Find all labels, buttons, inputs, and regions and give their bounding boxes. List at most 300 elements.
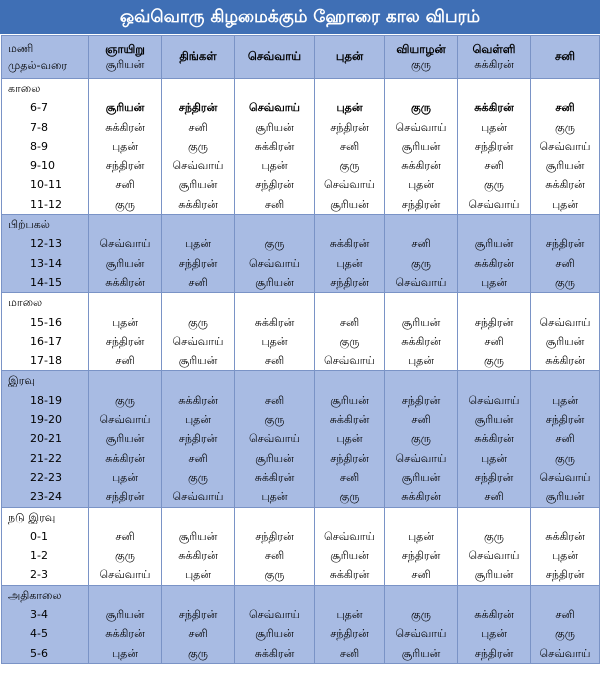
hora-planet: செவ்வாய் bbox=[324, 529, 375, 543]
cell-spacer bbox=[531, 79, 599, 98]
hora-planet: சுக்கிரன் bbox=[545, 354, 585, 368]
hora-planet: குரு bbox=[484, 178, 504, 192]
cell-spacer bbox=[385, 293, 457, 312]
hora-planet: சந்திரன் bbox=[474, 139, 514, 153]
day-column-cell bbox=[162, 507, 235, 585]
day-column-cell bbox=[315, 371, 385, 507]
day-column-cell bbox=[162, 293, 235, 371]
cell-spacer bbox=[162, 586, 234, 605]
time-column-cell bbox=[2, 585, 89, 663]
cell-spacer bbox=[162, 293, 234, 312]
period-label: இரவு bbox=[8, 374, 35, 388]
hora-planet: சுக்கிரன் bbox=[474, 608, 514, 622]
hora-planet: சூரியன் bbox=[545, 159, 585, 173]
cell-spacer bbox=[162, 508, 234, 527]
time-column-cell bbox=[2, 371, 89, 507]
day-header bbox=[235, 36, 315, 79]
day-column-cell bbox=[315, 293, 385, 371]
hora-planet: சந்திரன் bbox=[105, 159, 145, 173]
time-range: 8-9 bbox=[30, 139, 48, 153]
hora-planet: குரு bbox=[264, 568, 285, 582]
hora-planet: செவ்வாய் bbox=[539, 315, 591, 329]
day-column-cell bbox=[235, 79, 315, 215]
hora-planet: புதன் bbox=[551, 197, 579, 211]
hora-table bbox=[1, 35, 600, 664]
time-range: 6-7 bbox=[30, 101, 48, 115]
time-range: 23-24 bbox=[30, 490, 62, 504]
cell-spacer bbox=[385, 79, 457, 98]
cell-spacer bbox=[458, 508, 530, 527]
hora-planet: சனி bbox=[484, 334, 504, 348]
hora-planet: சுக்கிரன் bbox=[105, 275, 145, 289]
cell-spacer bbox=[531, 371, 599, 390]
hora-planet: சனி bbox=[188, 120, 208, 134]
cell-spacer bbox=[89, 293, 161, 312]
day-column-cell bbox=[235, 585, 315, 663]
hora-planet: சுக்கிரன் bbox=[105, 627, 145, 641]
cell-spacer bbox=[385, 215, 457, 234]
cell-spacer bbox=[458, 79, 530, 98]
hora-planet: சுக்கிரன் bbox=[178, 549, 218, 563]
hora-planet: சந்திரன் bbox=[401, 393, 441, 407]
time-header-line1: மணி bbox=[8, 42, 34, 55]
hora-planet: குரு bbox=[555, 627, 575, 641]
cell-spacer bbox=[235, 371, 314, 390]
hora-planet: சூரியன் bbox=[401, 139, 441, 153]
hora-planet: குரு bbox=[115, 393, 135, 407]
hora-planet: சூரியன் bbox=[330, 393, 369, 407]
hora-planet: சனி bbox=[555, 101, 575, 115]
hora-planet: செவ்வாய் bbox=[172, 490, 224, 504]
hora-planet: செவ்வாய் bbox=[249, 101, 300, 115]
time-column-cell bbox=[2, 79, 89, 215]
hora-planet: புதன் bbox=[111, 139, 139, 153]
hora-planet: சந்திரன் bbox=[178, 101, 218, 115]
cell-spacer bbox=[458, 293, 530, 312]
hora-planet: சனி bbox=[264, 393, 285, 407]
time-range: 17-18 bbox=[30, 354, 62, 368]
hora-planet: குரு bbox=[411, 432, 431, 446]
hora-planet: சுக்கிரன் bbox=[329, 568, 370, 582]
hora-planet: செவ்வாய் bbox=[249, 608, 300, 622]
hora-planet: சந்திரன் bbox=[330, 451, 369, 465]
hora-planet: சந்திரன் bbox=[255, 529, 294, 543]
hora-planet: சூரியன் bbox=[105, 101, 145, 115]
cell-spacer bbox=[458, 586, 530, 605]
day-column-cell bbox=[385, 293, 458, 371]
day-header bbox=[162, 36, 235, 79]
time-block-row bbox=[2, 371, 600, 507]
day-column-cell bbox=[385, 585, 458, 663]
hora-planet: சனி bbox=[264, 354, 285, 368]
hora-planet: சந்திரன் bbox=[401, 197, 441, 211]
day-column-cell bbox=[531, 585, 600, 663]
hora-planet: செவ்வாய் bbox=[468, 197, 520, 211]
cell-spacer bbox=[458, 371, 530, 390]
hora-planet: சூரியன் bbox=[255, 627, 294, 641]
hora-planet: செவ்வாய் bbox=[249, 256, 300, 270]
period-label: பிற்பகல் bbox=[8, 218, 50, 232]
hora-planet: புதன் bbox=[551, 549, 579, 563]
day-column-cell bbox=[458, 293, 531, 371]
cell-spacer bbox=[531, 215, 599, 234]
hora-planet: சூரியன் bbox=[178, 529, 218, 543]
cell-spacer bbox=[235, 79, 314, 98]
day-column-cell bbox=[531, 293, 600, 371]
hora-planet: சந்திரன் bbox=[178, 432, 218, 446]
cell-spacer bbox=[385, 371, 457, 390]
hora-planet: சூரியன் bbox=[105, 256, 145, 270]
hora-planet: புதன் bbox=[336, 256, 363, 270]
hora-planet: சுக்கிரன் bbox=[178, 393, 218, 407]
cell-spacer bbox=[89, 79, 161, 98]
hora-planet: செவ்வாய் bbox=[99, 568, 151, 582]
cell-spacer bbox=[235, 508, 314, 527]
hora-planet: குரு bbox=[555, 275, 575, 289]
cell-spacer bbox=[385, 508, 457, 527]
hora-planet: குரு bbox=[188, 315, 208, 329]
hora-planet: செவ்வாய் bbox=[395, 627, 447, 641]
hora-planet: செவ்வாய் bbox=[99, 413, 151, 427]
day-column-cell bbox=[89, 79, 162, 215]
cell-spacer bbox=[315, 293, 384, 312]
day-column-cell bbox=[385, 507, 458, 585]
hora-planet: சனி bbox=[264, 549, 285, 563]
hora-planet: சூரியன் bbox=[255, 120, 294, 134]
day-column-cell bbox=[458, 585, 531, 663]
time-range: 7-8 bbox=[30, 120, 48, 134]
day-column-cell bbox=[458, 371, 531, 507]
day-column-cell bbox=[315, 79, 385, 215]
time-range: 11-12 bbox=[30, 197, 62, 211]
hora-planet: சுக்கிரன் bbox=[545, 178, 585, 192]
time-range: 22-23 bbox=[30, 470, 62, 484]
hora-planet: சந்திரன் bbox=[545, 237, 585, 251]
hora-planet: குரு bbox=[411, 256, 431, 270]
time-range: 21-22 bbox=[30, 451, 62, 465]
day-column-cell bbox=[531, 79, 600, 215]
hora-planet: சூரியன் bbox=[401, 470, 441, 484]
day-name: சனி bbox=[554, 49, 576, 63]
hora-planet: சுக்கிரன் bbox=[254, 139, 295, 153]
hora-planet: குரு bbox=[411, 608, 431, 622]
hora-planet: சூரியன் bbox=[255, 275, 294, 289]
hora-planet: செவ்வாய் bbox=[324, 354, 375, 368]
hora-planet: சுக்கிரன் bbox=[105, 451, 145, 465]
time-range: 1-2 bbox=[30, 549, 48, 563]
hora-planet: சுக்கிரன் bbox=[329, 413, 370, 427]
hora-planet: சூரியன் bbox=[105, 432, 145, 446]
hora-planet: குரு bbox=[339, 490, 360, 504]
hora-planet: சந்திரன் bbox=[545, 413, 585, 427]
time-range: 3-4 bbox=[30, 608, 48, 622]
hora-planet: சூரியன் bbox=[330, 549, 369, 563]
hora-planet: புதன் bbox=[261, 334, 288, 348]
day-column-cell bbox=[385, 215, 458, 293]
day-column-cell bbox=[458, 507, 531, 585]
day-name: வெள்ளி bbox=[472, 41, 516, 56]
day-column-cell bbox=[89, 585, 162, 663]
cell-spacer bbox=[89, 371, 161, 390]
day-column-cell bbox=[162, 215, 235, 293]
hora-planet: குரு bbox=[188, 139, 208, 153]
hora-planet: சூரியன் bbox=[474, 413, 514, 427]
period-label: நடு இரவு bbox=[8, 510, 56, 524]
hora-planet: சனி bbox=[115, 354, 135, 368]
day-column-cell bbox=[315, 507, 385, 585]
cell-spacer bbox=[315, 508, 384, 527]
day-column-cell bbox=[162, 79, 235, 215]
time-column-cell bbox=[2, 215, 89, 293]
hora-planet: குரு bbox=[484, 529, 504, 543]
day-name: திங்கள் bbox=[179, 49, 217, 63]
hora-planet: குரு bbox=[264, 237, 285, 251]
time-column-cell bbox=[2, 507, 89, 585]
day-name: வியாழன் bbox=[396, 41, 446, 56]
hora-planet: சந்திரன் bbox=[330, 120, 369, 134]
day-header bbox=[458, 36, 531, 79]
hora-planet: புதன் bbox=[184, 237, 212, 251]
hora-planet: செவ்வாய் bbox=[172, 159, 224, 173]
hora-planet: சுக்கிரன் bbox=[329, 237, 370, 251]
hora-planet: சனி bbox=[411, 237, 431, 251]
hora-planet: சனி bbox=[484, 159, 504, 173]
hora-planet: குரு bbox=[339, 334, 360, 348]
hora-planet: சந்திரன் bbox=[474, 315, 514, 329]
page-title: ஒவ்வொரு கிழமைக்கும் ஹோரை கால விபரம் bbox=[0, 0, 600, 34]
hora-planet: புதன் bbox=[111, 470, 139, 484]
day-header bbox=[531, 36, 600, 79]
cell-spacer bbox=[315, 215, 384, 234]
period-label: காலை bbox=[8, 82, 41, 95]
day-column-cell bbox=[315, 585, 385, 663]
cell-spacer bbox=[531, 293, 599, 312]
day-column-cell bbox=[235, 293, 315, 371]
hora-planet: புதன் bbox=[407, 354, 435, 368]
hora-planet: குரு bbox=[188, 470, 208, 484]
cell-spacer bbox=[315, 79, 384, 98]
time-range: 0-1 bbox=[30, 529, 48, 543]
time-range: 20-21 bbox=[30, 432, 62, 446]
time-range: 2-3 bbox=[30, 568, 48, 582]
time-range: 4-5 bbox=[30, 627, 48, 641]
hora-planet: சனி bbox=[264, 197, 285, 211]
hora-planet: செவ்வாய் bbox=[539, 139, 591, 153]
hora-planet: சனி bbox=[115, 529, 135, 543]
hora-planet: சுக்கிரன் bbox=[105, 120, 145, 134]
time-range: 18-19 bbox=[30, 393, 62, 407]
hora-planet: சுக்கிரன் bbox=[401, 334, 441, 348]
hora-planet: புதன் bbox=[480, 275, 508, 289]
hora-planet: சந்திரன் bbox=[178, 256, 218, 270]
time-range: 15-16 bbox=[30, 315, 62, 329]
hora-planet: சுக்கிரன் bbox=[401, 159, 441, 173]
hora-planet: செவ்வாய் bbox=[395, 275, 447, 289]
hora-planet: சுக்கிரன் bbox=[474, 256, 514, 270]
hora-planet: புதன் bbox=[184, 568, 212, 582]
hora-planet: சனி bbox=[411, 568, 431, 582]
day-column-cell bbox=[89, 293, 162, 371]
hora-planet: சனி bbox=[411, 413, 431, 427]
hora-planet: சூரியன் bbox=[545, 490, 585, 504]
day-lord: குரு bbox=[411, 57, 431, 71]
hora-planet: புதன் bbox=[111, 646, 139, 660]
cell-spacer bbox=[235, 293, 314, 312]
day-column-cell bbox=[89, 215, 162, 293]
hora-planet: சூரியன் bbox=[474, 568, 514, 582]
hora-planet: சுக்கிரன் bbox=[178, 197, 218, 211]
time-range: 5-6 bbox=[30, 646, 48, 660]
hora-planet: புதன் bbox=[261, 159, 288, 173]
hora-planet: சனி bbox=[555, 432, 575, 446]
day-column-cell bbox=[315, 215, 385, 293]
day-lord: சூரியன் bbox=[105, 57, 145, 71]
hora-planet: சனி bbox=[555, 256, 575, 270]
hora-planet: சூரியன் bbox=[105, 608, 145, 622]
hora-planet: குரு bbox=[188, 646, 208, 660]
hora-planet: சனி bbox=[188, 275, 208, 289]
hora-planet: சந்திரன் bbox=[474, 470, 514, 484]
hora-planet: சந்திரன் bbox=[401, 549, 441, 563]
day-header bbox=[385, 36, 458, 79]
cell-spacer bbox=[89, 508, 161, 527]
hora-planet: சனி bbox=[555, 608, 575, 622]
hora-planet: சூரியன் bbox=[255, 451, 294, 465]
cell-spacer bbox=[162, 371, 234, 390]
hora-planet: குரு bbox=[555, 451, 575, 465]
cell-spacer bbox=[458, 215, 530, 234]
cell-spacer bbox=[531, 586, 599, 605]
hora-planet: சந்திரன் bbox=[545, 568, 585, 582]
hora-planet: செவ்வாய் bbox=[468, 549, 520, 563]
day-column-cell bbox=[531, 507, 600, 585]
hora-planet: புதன் bbox=[336, 101, 363, 115]
hora-planet: சனி bbox=[188, 451, 208, 465]
time-range: 13-14 bbox=[30, 256, 62, 270]
hora-planet: சந்திரன் bbox=[255, 178, 294, 192]
cell-spacer bbox=[162, 215, 234, 234]
hora-planet: சுக்கிரன் bbox=[254, 470, 295, 484]
time-block-row bbox=[2, 293, 600, 371]
hora-planet: சந்திரன் bbox=[105, 334, 145, 348]
hora-planet: சூரியன் bbox=[178, 178, 218, 192]
hora-planet: சனி bbox=[188, 627, 208, 641]
hora-planet: சுக்கிரன் bbox=[401, 490, 441, 504]
hora-planet: குரு bbox=[555, 120, 575, 134]
cell-spacer bbox=[235, 586, 314, 605]
hora-planet: செவ்வாய் bbox=[172, 334, 224, 348]
header-row bbox=[2, 36, 600, 79]
hora-planet: குரு bbox=[264, 413, 285, 427]
hora-planet: குரு bbox=[411, 101, 431, 115]
day-column-cell bbox=[385, 371, 458, 507]
day-name: புதன் bbox=[335, 49, 364, 63]
day-column-cell bbox=[162, 585, 235, 663]
hora-planet: சனி bbox=[339, 470, 360, 484]
hora-planet: சூரியன் bbox=[401, 315, 441, 329]
time-range: 9-10 bbox=[30, 159, 55, 173]
hora-planet: புதன் bbox=[407, 178, 435, 192]
hora-planet: குரு bbox=[484, 354, 504, 368]
hora-planet: சூரியன் bbox=[545, 334, 585, 348]
day-column-cell bbox=[89, 371, 162, 507]
hora-planet: புதன் bbox=[184, 413, 212, 427]
day-header bbox=[315, 36, 385, 79]
day-header bbox=[89, 36, 162, 79]
hora-planet: சனி bbox=[339, 139, 360, 153]
time-range: 19-20 bbox=[30, 413, 62, 427]
hora-planet: சுக்கிரன் bbox=[254, 646, 295, 660]
time-range: 16-17 bbox=[30, 334, 62, 348]
hora-planet: புதன் bbox=[480, 451, 508, 465]
period-label: அதிகாலை bbox=[8, 588, 62, 602]
hora-planet: சூரியன் bbox=[474, 237, 514, 251]
hora-planet: சந்திரன் bbox=[330, 275, 369, 289]
hora-planet: சந்திரன் bbox=[105, 490, 145, 504]
hora-planet: புதன் bbox=[111, 315, 139, 329]
cell-spacer bbox=[385, 586, 457, 605]
day-column-cell bbox=[235, 371, 315, 507]
day-column-cell bbox=[385, 79, 458, 215]
hora-planet: புதன் bbox=[261, 490, 288, 504]
time-block-row bbox=[2, 585, 600, 663]
hora-planet: செவ்வாய் bbox=[99, 237, 151, 251]
day-name: செவ்வாய் bbox=[247, 49, 302, 63]
hora-planet: செவ்வாய் bbox=[395, 120, 447, 134]
hora-planet: சூரியன் bbox=[401, 646, 441, 660]
hora-planet: செவ்வாய் bbox=[324, 178, 375, 192]
hora-planet: சந்திரன் bbox=[178, 608, 218, 622]
hora-planet: சந்திரன் bbox=[330, 627, 369, 641]
day-column-cell bbox=[235, 507, 315, 585]
hora-planet: சனி bbox=[484, 490, 504, 504]
time-column-header bbox=[2, 36, 89, 79]
hora-planet: குரு bbox=[339, 159, 360, 173]
hora-planet: செவ்வாய் bbox=[539, 470, 591, 484]
time-block-row bbox=[2, 79, 600, 215]
hora-planet: செவ்வாய் bbox=[395, 451, 447, 465]
time-column-cell bbox=[2, 293, 89, 371]
cell-spacer bbox=[162, 79, 234, 98]
cell-spacer bbox=[89, 586, 161, 605]
hora-planet: புதன் bbox=[336, 608, 363, 622]
day-column-cell bbox=[531, 371, 600, 507]
day-column-cell bbox=[89, 507, 162, 585]
hora-planet: சனி bbox=[339, 646, 360, 660]
time-range: 14-15 bbox=[30, 275, 62, 289]
day-column-cell bbox=[458, 79, 531, 215]
hora-planet: புதன் bbox=[480, 120, 508, 134]
time-range: 10-11 bbox=[30, 178, 62, 192]
hora-planet: செவ்வாய் bbox=[249, 432, 300, 446]
hora-planet: புதன் bbox=[480, 627, 508, 641]
time-block-row bbox=[2, 215, 600, 293]
day-lord: சுக்கிரன் bbox=[474, 57, 514, 71]
time-header-line2: முதல்-வரை bbox=[8, 59, 68, 72]
hora-planet: புதன் bbox=[407, 529, 435, 543]
hora-planet: குரு bbox=[115, 197, 135, 211]
cell-spacer bbox=[315, 371, 384, 390]
cell-spacer bbox=[531, 508, 599, 527]
day-column-cell bbox=[235, 215, 315, 293]
hora-planet: சூரியன் bbox=[178, 354, 218, 368]
hora-planet: செவ்வாய் bbox=[468, 393, 520, 407]
time-range: 12-13 bbox=[30, 237, 62, 251]
day-column-cell bbox=[531, 215, 600, 293]
day-name: ஞாயிறு bbox=[105, 41, 145, 56]
hora-planet: சுக்கிரன் bbox=[474, 101, 514, 115]
hora-planet: குரு bbox=[115, 549, 135, 563]
